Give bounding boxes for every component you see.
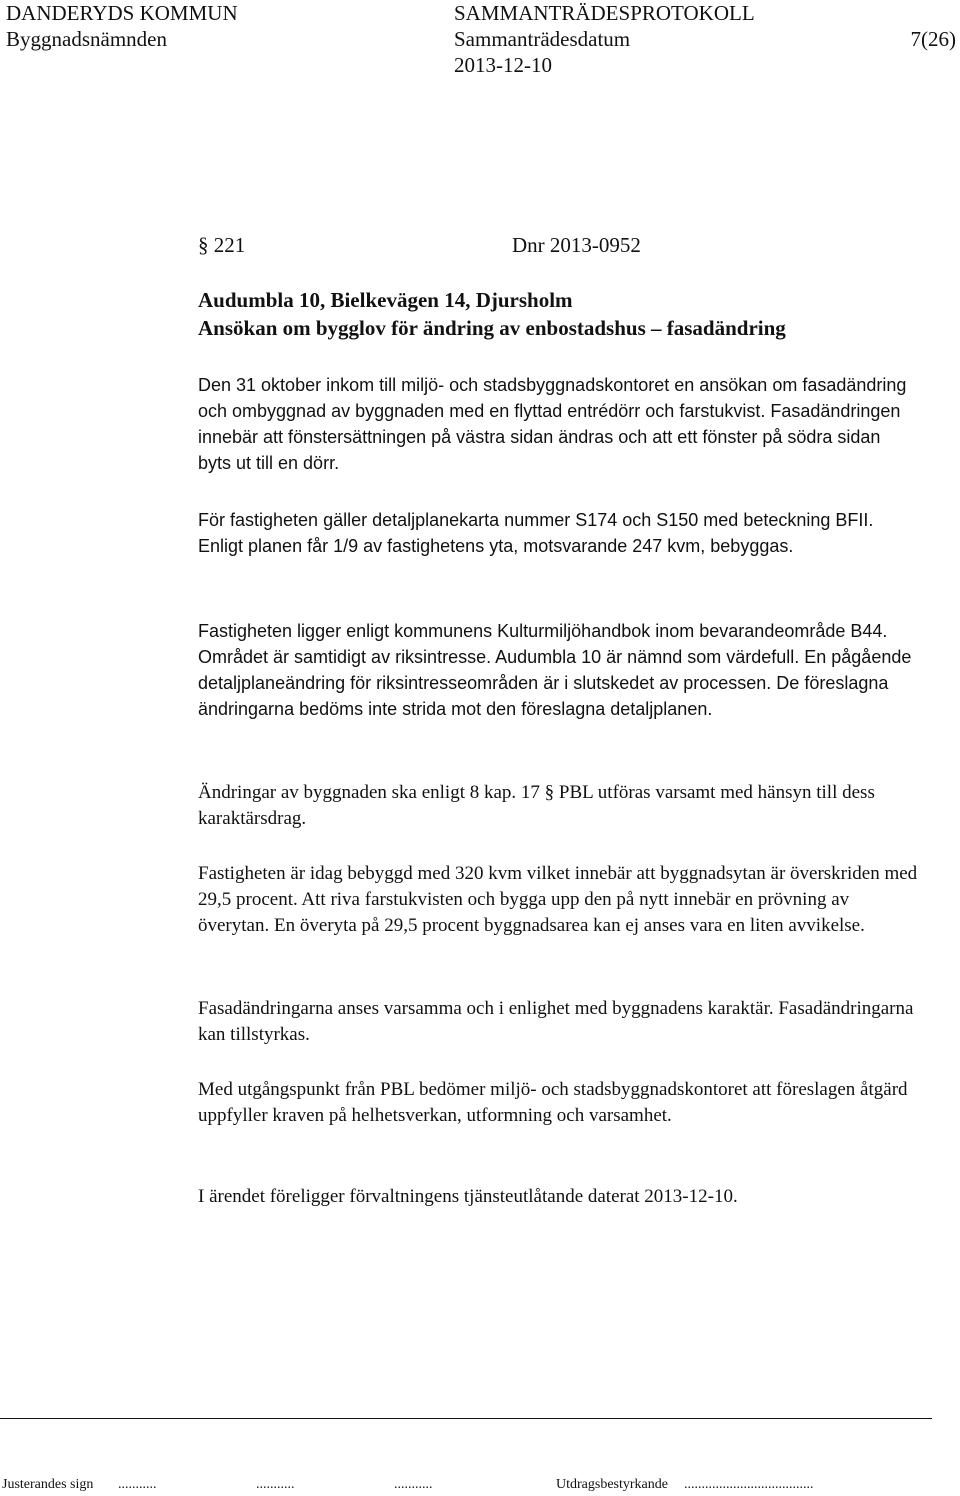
municipality-name: DANDERYDS KOMMUN [6,1,238,25]
document-type: SAMMANTRÄDESPROTOKOLL [454,1,755,25]
signature-dots-3: ........... [394,1477,433,1492]
meeting-date: 2013-12-10 [454,53,552,77]
case-title-application: Ansökan om bygglov för ändring av enbostadshus – fasadändring [198,316,786,340]
section-heading [198,233,641,258]
paragraph-facade-assessment: Fasadändringarna anses varsamma och i enlighet med byggnadens karaktär. Fasadändringarna kan tillstyrkas. [198,998,914,1045]
paragraph-application: Den 31 oktober inkom till miljö- och stadsbyggnadskontoret en ansökan om fasadändring och ombyggnad av byggnaden med en flyttad entrédörr och farstukvist. Fasadändringen innebär att fönstersättningen på västra sidan ändras och att ett fönster på södra sidan byts ut till en dörr. [198,375,907,473]
justerandes-sign-label: Justerandes sign [2,1477,94,1492]
utdrag-dots: ..................................... [684,1477,814,1492]
meeting-date-label: Sammanträdesdatum [454,27,631,51]
paragraph-conclusion: Med utgångspunkt från PBL bedömer miljö- och stadsbyggnadskontoret att föreslagen åtgärd uppfyller kraven på helhetsverkan, utformning och varsamhet. [198,1079,908,1126]
section-number: § 221 [198,233,246,257]
board-name: Byggnadsnämnden [6,27,167,51]
page-number: 7(26) [910,27,956,51]
paragraph-report-reference: I ärendet föreligger förvaltningens tjänsteutlåtande daterat 2013-12-10. [198,1186,738,1207]
paragraph-plan: För fastigheten gäller detaljplanekarta nummer S174 och S150 med beteckning BFII. Enligt planen får 1/9 av fastighetens yta, motsvarande 247 kvm, bebyggas. [198,510,874,556]
paragraph-cultural-heritage: Fastigheten ligger enligt kommunens Kulturmiljöhandbok inom bevarandeområde B44. Området är samtidigt av riksintresse. Audumbla 10 är nämnd som värdefull. En pågående detaljplaneändring för riksintresseområden är i slutskedet av processen. De föreslagna ändringarna bedöms inte strida mot den föreslagna detaljplanen. [198,621,912,719]
case-title-property: Audumbla 10, Bielkevägen 14, Djursholm [198,288,573,312]
utdragsbestyrkande-label: Utdragsbestyrkande [556,1477,668,1492]
paragraph-building-area: Fastigheten är idag bebyggd med 320 kvm vilket innebär att byggnadsytan är överskriden med 29,5 procent. Att riva farstukvisten och bygga upp den på nytt innebär en prövning av överytan. En överyta på 29,5 procent byggnadsarea kan ej anses vara en liten avvikelse. [198,863,918,936]
paragraph-pbl-care: Ändringar av byggnaden ska enligt 8 kap. 17 § PBL utföras varsamt med hänsyn till dess karaktärsdrag. [198,782,875,829]
diary-number: Dnr 2013-0952 [512,233,641,257]
signature-dots-2: ........... [256,1477,295,1492]
footer-divider [0,1418,932,1419]
case-titles [198,286,786,342]
signature-dots-1: ........... [118,1477,157,1492]
